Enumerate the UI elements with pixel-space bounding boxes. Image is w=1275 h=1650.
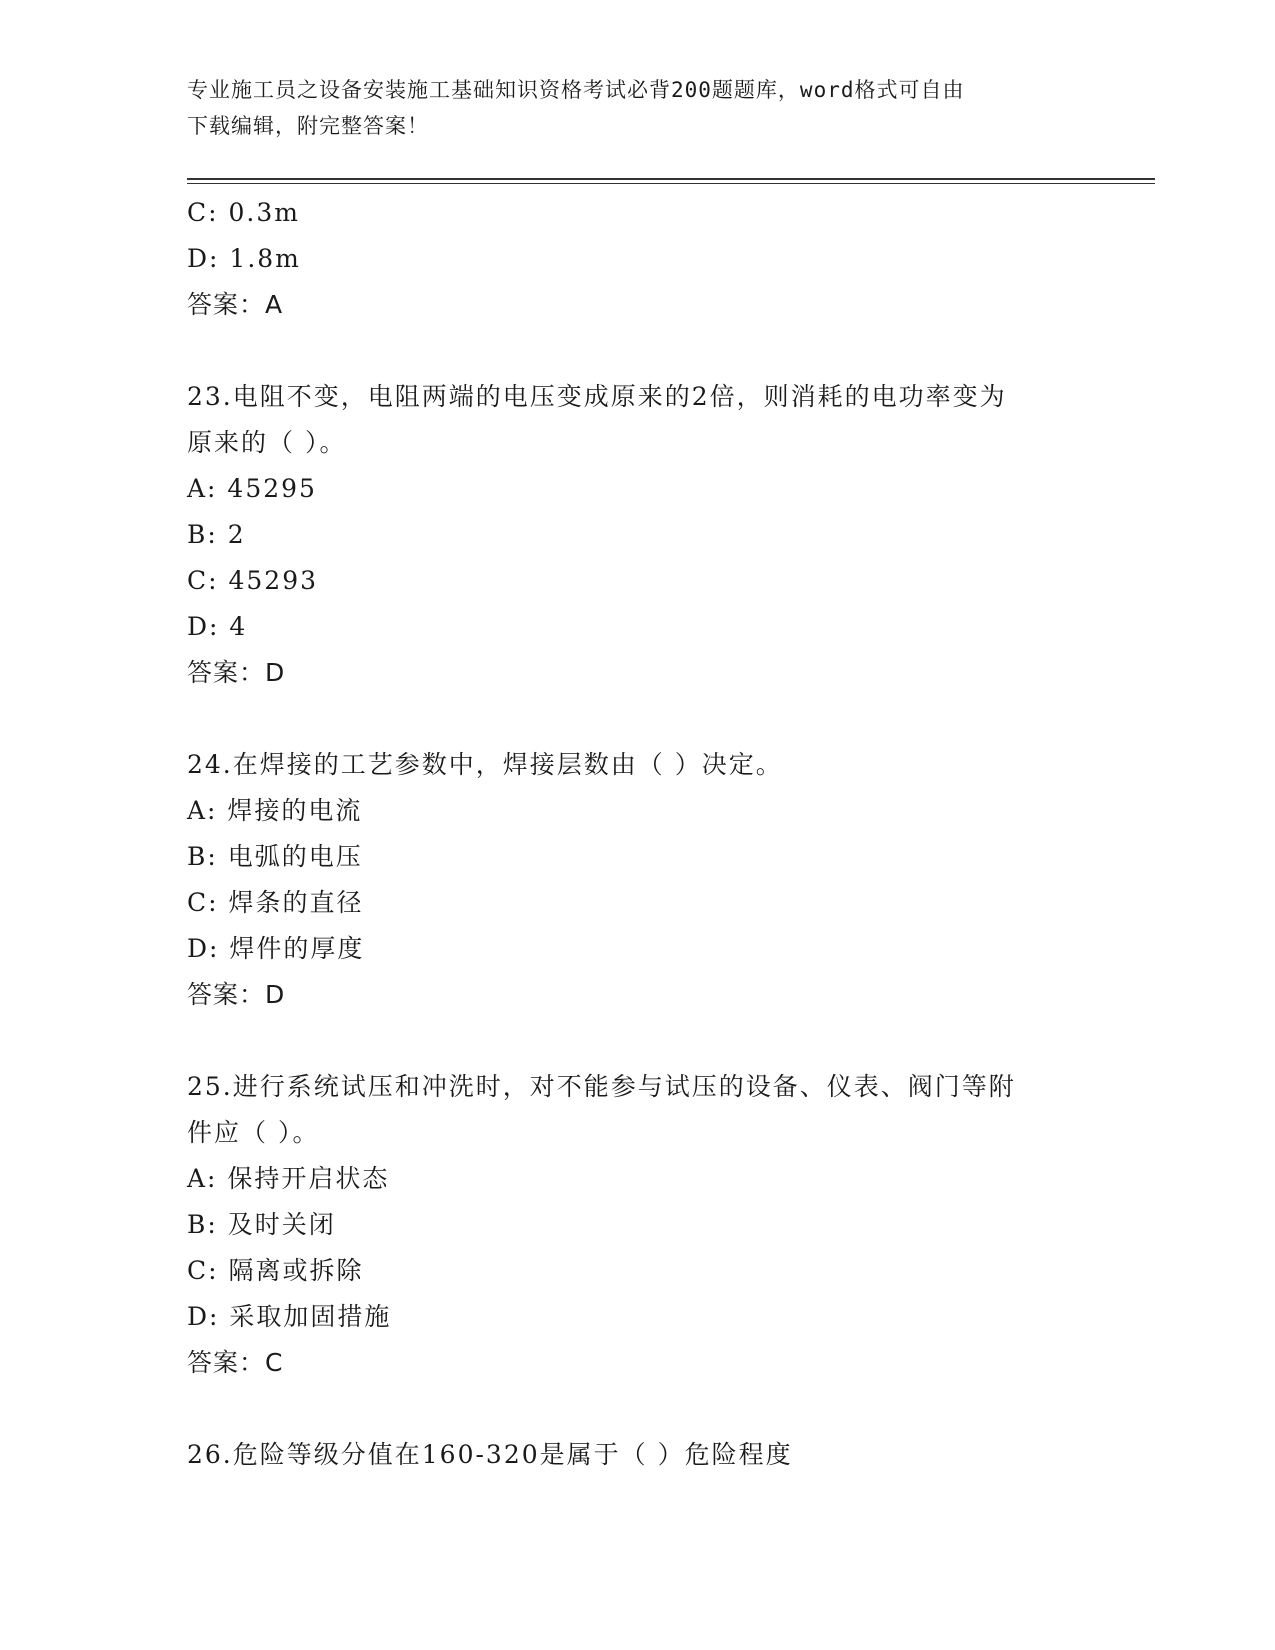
q23-option-b: B: 2 — [187, 520, 246, 549]
header-line-2: 下载编辑，附完整答案！ — [187, 114, 429, 138]
q25-option-c: C: 隔离或拆除 — [187, 1256, 364, 1285]
q23-stem-line-1: 23.电阻不变，电阻两端的电压变成原来的2倍，则消耗的电功率变为 — [187, 382, 1007, 411]
header-line-1: 专业施工员之设备安装施工基础知识资格考试必背200题题库，word格式可自由 — [187, 78, 965, 102]
q23-option-a: A: 45295 — [187, 474, 317, 503]
q24-stem: 24.在焊接的工艺参数中，焊接层数由（ ）决定。 — [187, 750, 783, 779]
q24-answer: 答案：D — [187, 980, 286, 1009]
spacer — [187, 328, 1087, 374]
q25-option-a: A: 保持开启状态 — [187, 1164, 390, 1193]
q24-option-c: C: 焊条的直径 — [187, 888, 364, 917]
document-header — [187, 72, 1087, 144]
spacer — [187, 696, 1087, 742]
q26-stem: 26.危险等级分值在160-320是属于（ ）危险程度 — [187, 1440, 793, 1469]
header-divider-thin — [187, 183, 1155, 184]
q25-stem-line-1: 25.进行系统试压和冲洗时，对不能参与试压的设备、仪表、阀门等附 — [187, 1072, 1016, 1101]
q23-option-c: C: 45293 — [187, 566, 319, 595]
spacer — [187, 1386, 1087, 1432]
q22-option-d: D: 1.8m — [187, 244, 301, 273]
q25-option-d: D: 采取加固措施 — [187, 1302, 392, 1331]
question-list — [187, 190, 1087, 1478]
q23-answer: 答案：D — [187, 658, 286, 687]
q23-stem-line-2: 原来的（ ）。 — [187, 428, 347, 457]
q24-option-d: D: 焊件的厚度 — [187, 934, 365, 963]
q23-option-d: D: 4 — [187, 612, 248, 641]
q25-answer: 答案：C — [187, 1348, 284, 1377]
q24-option-b: B: 电弧的电压 — [187, 842, 363, 871]
q25-option-b: B: 及时关闭 — [187, 1210, 336, 1239]
q22-answer: 答案：A — [187, 290, 284, 319]
q22-option-c: C: 0.3m — [187, 198, 300, 227]
q25-stem-line-2: 件应（ ）。 — [187, 1118, 320, 1147]
spacer — [187, 1018, 1087, 1064]
header-divider-thick — [187, 178, 1155, 180]
q24-option-a: A: 焊接的电流 — [187, 796, 363, 825]
